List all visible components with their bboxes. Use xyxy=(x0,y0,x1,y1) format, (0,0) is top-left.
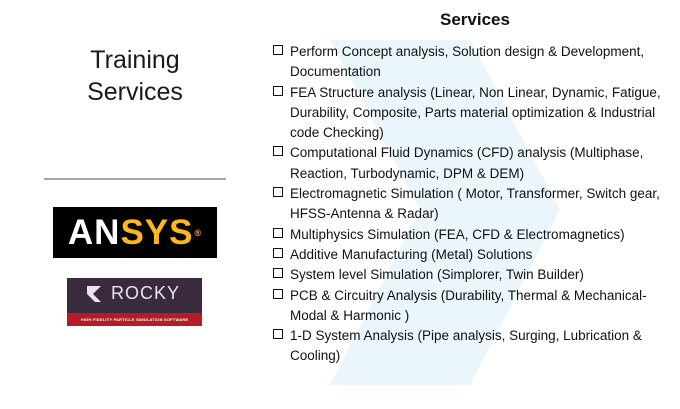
section-title-line2: Services xyxy=(87,78,183,106)
service-text: Additive Manufacturing (Metal) Solutions xyxy=(290,246,533,262)
rocky-logo xyxy=(67,278,202,326)
rocky-mark-icon xyxy=(85,284,107,306)
section-title xyxy=(44,44,226,108)
section-title-line1: Training xyxy=(90,46,180,74)
checkbox-icon xyxy=(273,228,283,238)
checkbox-icon xyxy=(273,329,283,339)
service-item xyxy=(273,245,673,265)
service-text: Electromagnetic Simulation ( Motor, Transformer, Switch gear, HFSS-Antenna & Radar) xyxy=(290,186,660,222)
ansys-logo-sys: SYS xyxy=(120,212,194,252)
service-item xyxy=(273,265,673,285)
service-text: FEA Structure analysis (Linear, Non Linear, Dynamic, Fatigue, Durability, Composite, Parts material optimization & Industrial code Checking) xyxy=(290,84,661,141)
service-text: 1-D System Analysis (Pipe analysis, Surging, Lubrication & Cooling) xyxy=(290,328,642,364)
service-text: Computational Fluid Dynamics (CFD) analysis (Multiphase, Reaction, Turbodynamic, DPM & DEM) xyxy=(290,145,644,181)
checkbox-icon xyxy=(273,45,283,55)
service-item xyxy=(273,225,673,245)
service-text: PCB & Circuitry Analysis (Durability, Thermal & Mechanical-Modal & Harmonic ) xyxy=(290,287,647,323)
service-text: Perform Concept analysis, Solution design & Development, Documentation xyxy=(290,44,645,80)
ansys-logo-an: AN xyxy=(67,212,121,252)
checkbox-icon xyxy=(273,146,283,156)
rocky-tagline: HIGH FIDELITY PARTICLE SIMULATION SOFTWARE xyxy=(67,313,202,326)
service-item xyxy=(273,286,673,327)
services-list xyxy=(273,42,673,367)
checkbox-icon xyxy=(273,268,283,278)
ansys-logo xyxy=(53,207,217,258)
checkbox-icon xyxy=(273,187,283,197)
registered-mark: ® xyxy=(194,227,203,238)
service-item xyxy=(273,83,673,144)
service-item xyxy=(273,184,673,225)
rocky-wordmark: ROCKY xyxy=(111,283,181,303)
checkbox-icon xyxy=(273,289,283,299)
services-title: Services xyxy=(440,10,510,29)
service-text: Multiphysics Simulation (FEA, CFD & Electromagnetics) xyxy=(290,226,625,242)
divider xyxy=(44,178,226,180)
service-item xyxy=(273,42,673,83)
service-text: System level Simulation (Simplorer, Twin Builder) xyxy=(290,267,584,283)
service-item xyxy=(273,143,673,184)
service-item xyxy=(273,326,673,367)
checkbox-icon xyxy=(273,248,283,258)
checkbox-icon xyxy=(273,86,283,96)
